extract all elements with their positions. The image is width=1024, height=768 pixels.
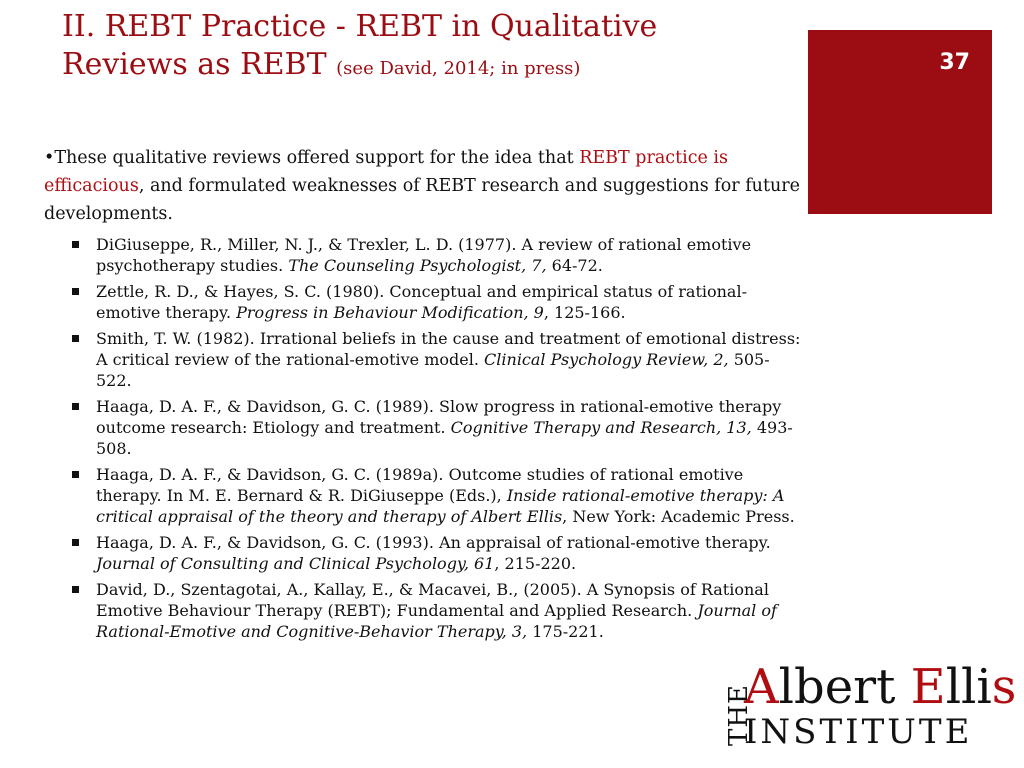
reference-source: The Counseling Psychologist, 7, [288,256,547,275]
reference-pages: 64-72. [546,256,603,275]
reference-item [72,396,802,459]
logo-letter-s: s [991,659,1017,715]
reference-text: Zettle, R. D., & Hayes, S. C. (1980). Conceptual and empirical status of rational-emotive therapy. [96,282,747,322]
reference-source: Journal of Rational-Emotive and Cognitive-Behavior Therapy, 3, [96,601,777,641]
reference-text: DiGiuseppe, R., Miller, N. J., & Trexler, L. D. (1977). A review of rational emotive psychotherapy studies. [96,235,752,275]
reference-pages: 493-508. [96,418,793,458]
reference-pages: , 215-220. [494,554,577,573]
reference-pages: 505-522. [96,350,770,390]
slide-number: 37 [939,50,970,75]
reference-pages: , 125-166. [543,303,626,322]
reference-text: Smith, T. W. (1982). Irrational beliefs in the cause and treatment of emotional distress: A critical review of the rational-emotive model. [96,329,801,369]
slide-title-citation: (see David, 2014; in press) [336,58,581,79]
square-bullet-icon [72,539,79,546]
reference-item [72,328,802,391]
reference-text: Haaga, D. A. F., & Davidson, G. C. (1989a). Outcome studies of rational emotive therapy. In M. E. Bernard & R. DiGiuseppe (Eds.), [96,465,744,505]
square-bullet-icon [72,586,79,593]
logo-albert: lbert [778,659,911,715]
square-bullet-icon [72,241,79,248]
reference-text: David, D., Szentagotai, A., Kallay, E., & Macavei, B., (2005). A Synopsis of Rational Emotive Behaviour Therapy (REBT); Fundamental and Applied Research. [96,580,769,620]
intro-paragraph [44,144,806,228]
reference-item [72,579,802,642]
reference-source: Cognitive Therapy and Research, 13, [450,418,752,437]
albert-ellis-institute-logo [700,660,1018,760]
intro-text-2: , and formulated weaknesses of REBT research and suggestions for future developments. [44,176,800,224]
logo-ellis: lli [945,659,992,715]
reference-text: Haaga, D. A. F., & Davidson, G. C. (1993). An appraisal of rational-emotive therapy. [96,533,771,552]
reference-list [72,234,802,647]
slide-number-box [808,30,992,214]
logo-letter-e: E [910,659,946,715]
logo-the: THE [724,684,754,746]
reference-item [72,281,802,323]
square-bullet-icon [72,288,79,295]
reference-pages: , New York: Academic Press. [562,507,795,526]
reference-source: Journal of Consulting and Clinical Psychology, 61 [96,554,495,573]
intro-text-1: •These qualitative reviews offered support for the idea that [44,148,580,168]
reference-source: Progress in Behaviour Modification, 9 [236,303,544,322]
logo-letter-a: A [744,659,779,715]
slide-title [62,8,782,88]
intro-highlight: REBT practice is efficacious [44,148,729,196]
reference-item [72,532,802,574]
reference-item [72,234,802,276]
reference-item [72,464,802,527]
reference-source: Clinical Psychology Review, 2, [484,350,729,369]
reference-source: Inside rational-emotive therapy: A critical appraisal of the theory and therapy of Albert Ellis [96,486,785,526]
logo-name [744,660,1016,714]
square-bullet-icon [72,335,79,342]
reference-text: Haaga, D. A. F., & Davidson, G. C. (1989). Slow progress in rational-emotive therapy outcome research: Etiology and treatment. [96,397,782,437]
square-bullet-icon [72,471,79,478]
logo-institute: INSTITUTE [744,712,973,752]
square-bullet-icon [72,403,79,410]
reference-pages: 175-221. [527,622,604,641]
slide-title-main: II. REBT Practice - REBT in Qualitative Reviews as REBT [62,9,658,82]
